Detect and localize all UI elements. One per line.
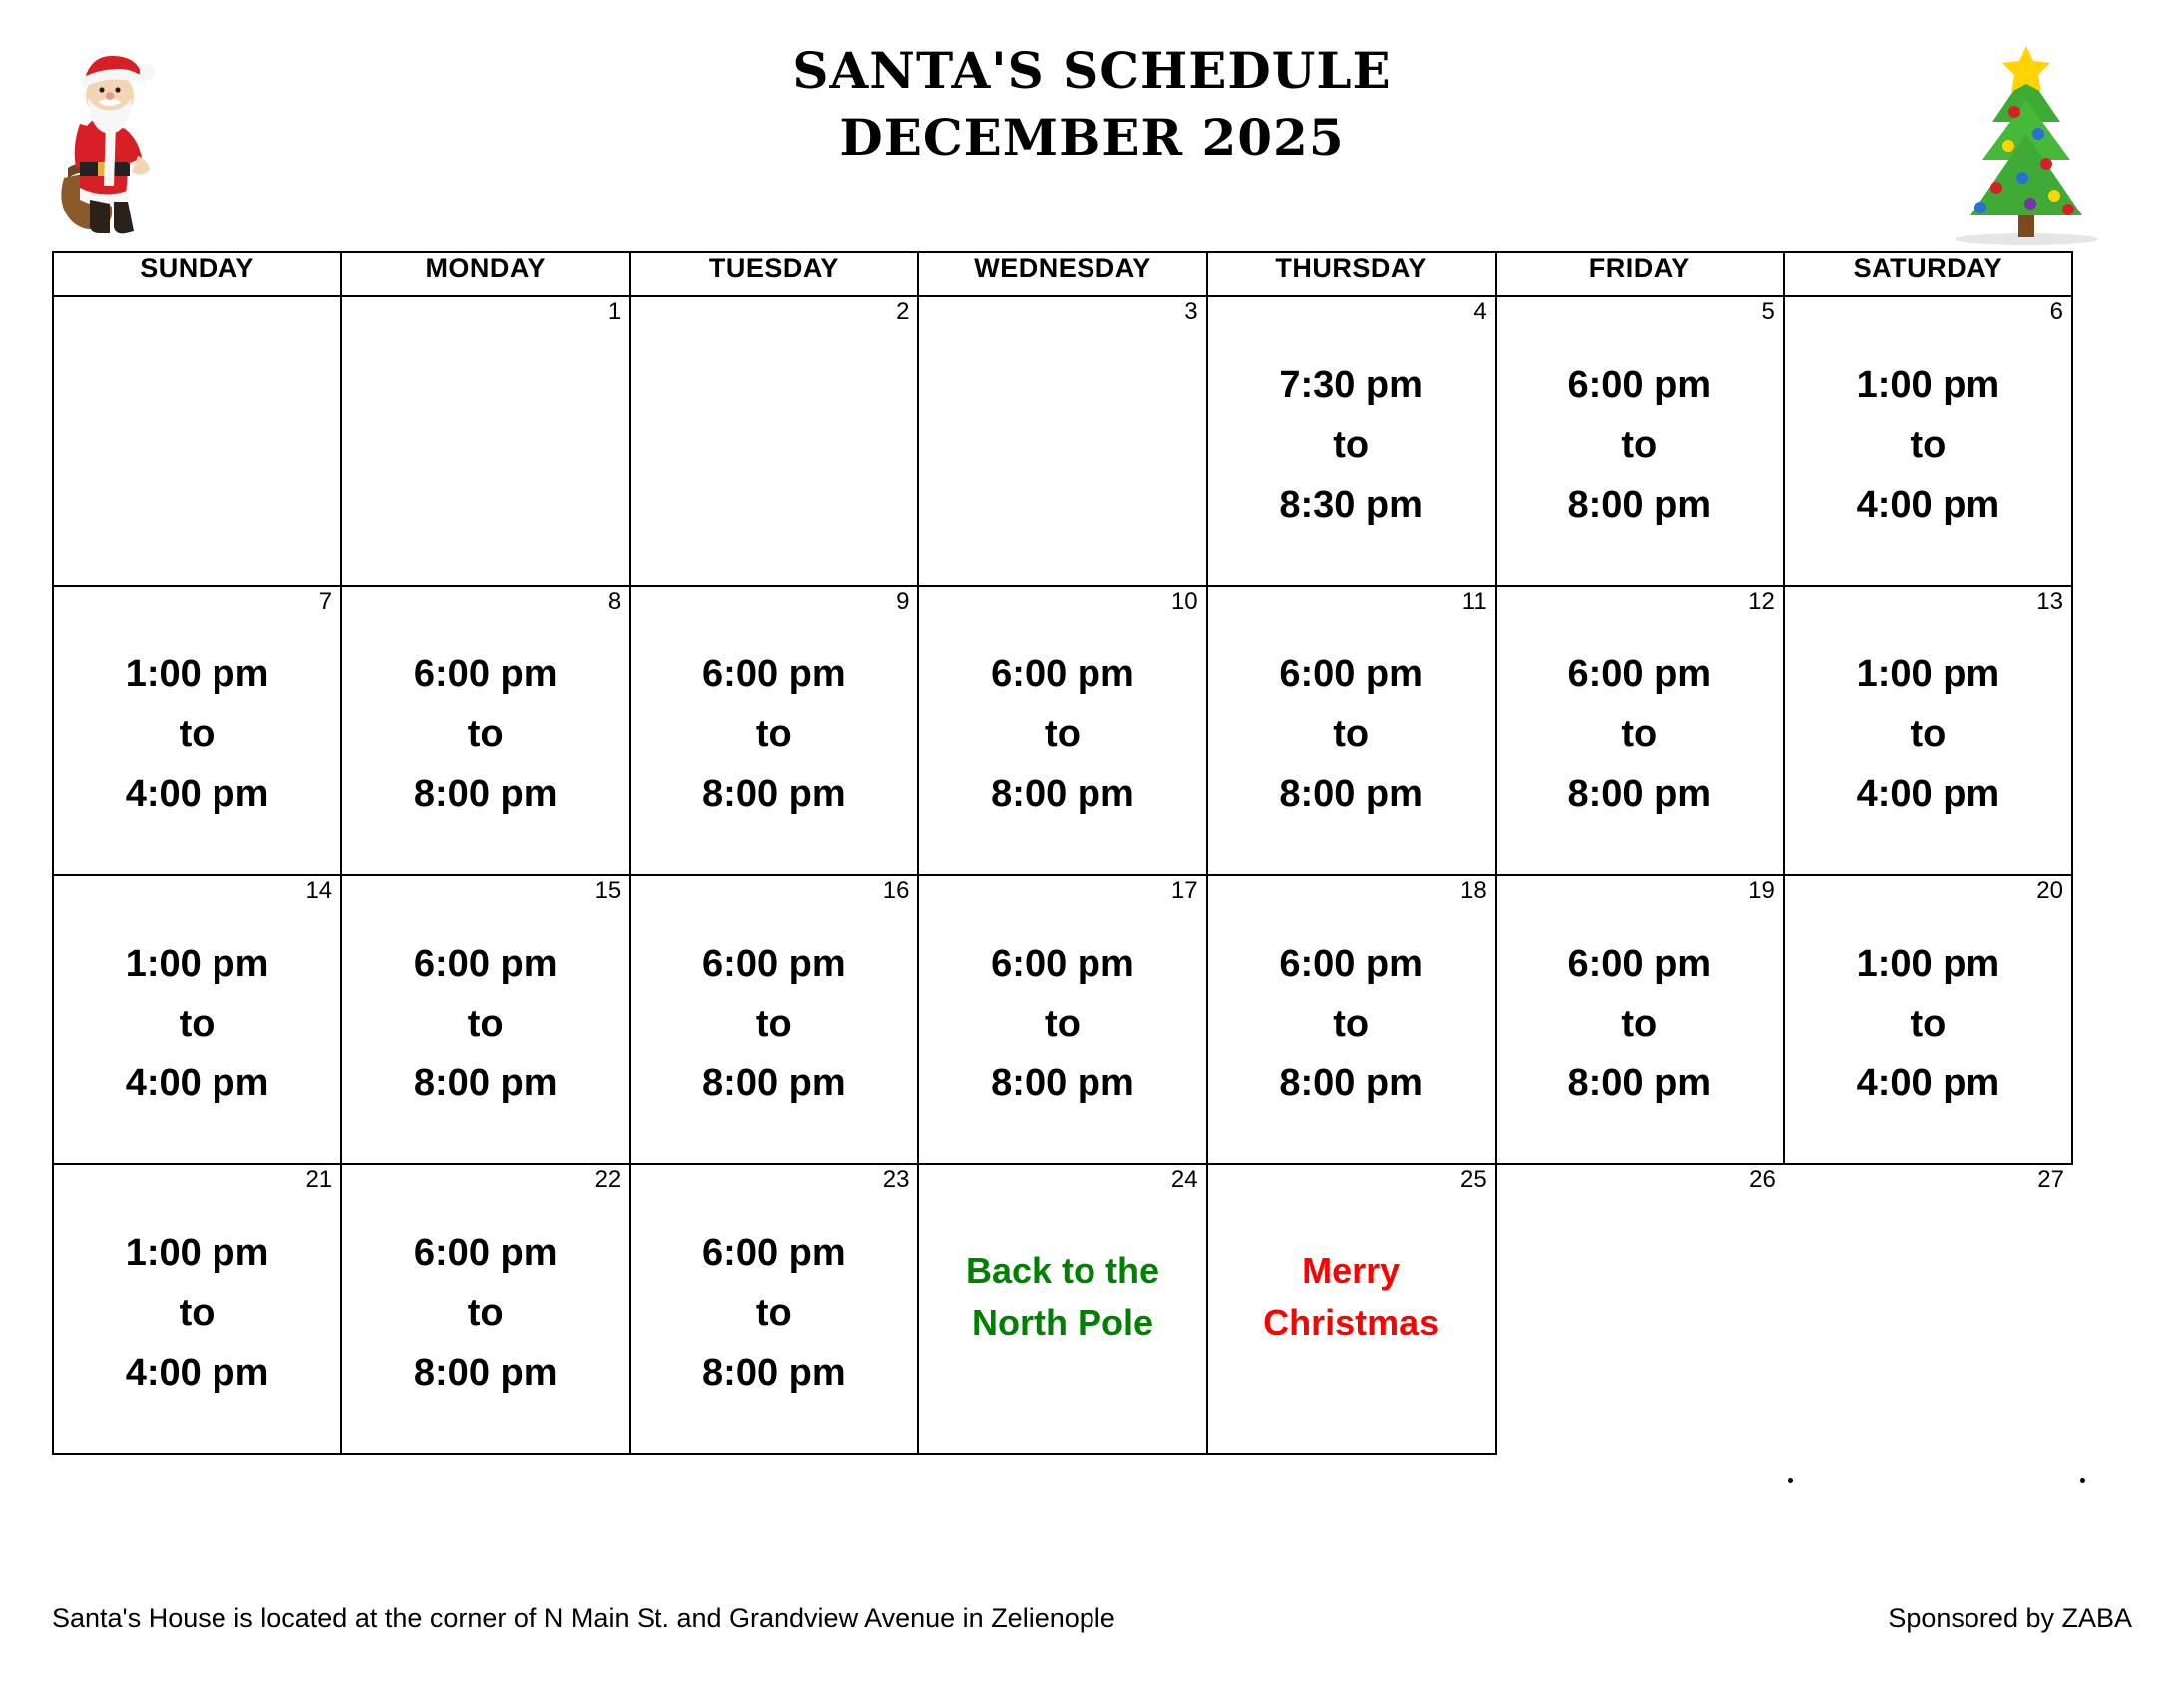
hours-line-3: 4:00 pm <box>1856 1062 2000 1104</box>
day-number: 23 <box>882 1166 910 1193</box>
hours-line-1: 6:00 pm <box>413 943 558 985</box>
hours-line-3: 8:00 pm <box>991 1062 1134 1104</box>
location-note: Santa's House is located at the corner of N Main St. and Grandview Avenue in Zelienople <box>52 1603 1115 1633</box>
day-cell[interactable] <box>1496 296 1784 586</box>
hours-line-2: to <box>1045 713 1081 755</box>
calendar-week-row <box>53 875 2072 1164</box>
hours-line-1: 7:30 pm <box>1279 364 1423 406</box>
hours-line-2: to <box>1910 713 1947 755</box>
stray-dot-mark <box>1788 1478 1793 1483</box>
hours-line-3: 4:00 pm <box>125 773 269 815</box>
hours-line-3: 8:00 pm <box>702 773 846 815</box>
hours-line-1: 6:00 pm <box>702 943 846 985</box>
day-number: 12 <box>1748 588 1775 615</box>
calendar-week-row <box>53 296 2072 586</box>
day-number: 3 <box>1184 298 1198 325</box>
day-number: 21 <box>305 1166 333 1193</box>
day-hours <box>1497 297 1783 535</box>
day-hours <box>1785 876 2071 1113</box>
day-number: 17 <box>1170 877 1198 904</box>
hours-line-3: 4:00 pm <box>125 1352 269 1394</box>
day-number: 10 <box>1170 588 1198 615</box>
message-line-2: Christmas <box>1263 1302 1440 1343</box>
day-number: 9 <box>896 588 910 615</box>
weekday-thursday: THURSDAY <box>1207 252 1496 296</box>
hours-line-2: to <box>467 1292 504 1334</box>
hours-line-3: 8:30 pm <box>1279 484 1423 526</box>
hours-line-3: 8:00 pm <box>1279 773 1423 815</box>
hours-line-2: to <box>179 1003 216 1045</box>
hours-line-1: 6:00 pm <box>702 1232 846 1274</box>
hours-line-3: 8:00 pm <box>702 1352 846 1394</box>
hours-line-2: to <box>1621 424 1658 466</box>
day-cell[interactable] <box>1207 875 1496 1164</box>
weekday-monday: MONDAY <box>341 252 630 296</box>
day-cell[interactable] <box>918 875 1206 1164</box>
hours-line-1: 6:00 pm <box>413 1232 558 1274</box>
hours-line-2: to <box>1045 1003 1081 1045</box>
day-number: 20 <box>2036 877 2063 904</box>
day-hours <box>54 297 340 355</box>
hours-line-1: 1:00 pm <box>1856 653 2000 695</box>
day-cell[interactable] <box>1207 586 1496 875</box>
calendar-week-row <box>53 586 2072 875</box>
day-number: 7 <box>318 588 333 615</box>
weekday-tuesday: TUESDAY <box>630 252 918 296</box>
day-hours <box>631 587 917 824</box>
hours-line-3: 8:00 pm <box>413 773 558 815</box>
day-message <box>919 1165 1205 1349</box>
day-hours <box>342 587 629 824</box>
day-number: 22 <box>594 1166 622 1193</box>
calendar-header-row <box>53 252 2072 296</box>
day-cell[interactable] <box>53 875 341 1164</box>
hours-line-1: 1:00 pm <box>125 943 269 985</box>
day-cell[interactable] <box>341 586 630 875</box>
hours-line-2: to <box>755 1292 792 1334</box>
title-line-1: SANTA'S SCHEDULE <box>792 41 1392 100</box>
stray-dot-mark <box>2080 1478 2085 1483</box>
day-cell[interactable] <box>341 1164 630 1454</box>
hours-line-3: 8:00 pm <box>991 773 1134 815</box>
hours-line-1: 6:00 pm <box>413 653 558 695</box>
hours-line-2: to <box>467 713 504 755</box>
hours-line-2: to <box>1333 424 1370 466</box>
day-cell[interactable] <box>1207 296 1496 586</box>
day-number: 25 <box>1460 1166 1487 1193</box>
day-hours <box>631 1165 917 1403</box>
title-line-2: DECEMBER 2025 <box>839 108 1345 167</box>
hours-line-2: to <box>755 713 792 755</box>
day-number: 18 <box>1460 877 1487 904</box>
day-hours <box>342 297 629 355</box>
day-cell[interactable] <box>918 296 1206 586</box>
hours-line-3: 8:00 pm <box>702 1062 846 1104</box>
day-hours <box>919 587 1205 824</box>
day-cell[interactable] <box>1496 875 1784 1164</box>
day-hours <box>1208 297 1495 535</box>
day-number: 19 <box>1748 877 1775 904</box>
day-number: 26 <box>1749 1166 1776 1193</box>
day-hours <box>342 876 629 1113</box>
day-hours <box>1208 587 1495 824</box>
calendar-week-row <box>53 1164 2072 1454</box>
hours-line-1: 6:00 pm <box>1279 653 1423 695</box>
hours-line-1: 6:00 pm <box>1567 364 1712 406</box>
day-hours <box>54 876 340 1113</box>
hours-line-2: to <box>1621 713 1658 755</box>
day-hours <box>54 1165 340 1403</box>
day-cell[interactable] <box>341 875 630 1164</box>
hours-line-2: to <box>179 713 216 755</box>
day-hours <box>1785 297 2071 535</box>
page-title <box>0 40 2184 174</box>
weekday-friday: FRIDAY <box>1496 252 1784 296</box>
day-number: 14 <box>305 877 333 904</box>
hours-line-3: 8:00 pm <box>1567 484 1712 526</box>
hours-line-1: 6:00 pm <box>1279 943 1423 985</box>
hours-line-3: 4:00 pm <box>125 1062 269 1104</box>
day-number: 5 <box>1761 298 1775 325</box>
hours-line-2: to <box>755 1003 792 1045</box>
hours-line-1: 6:00 pm <box>991 653 1134 695</box>
hours-line-1: 6:00 pm <box>1567 653 1712 695</box>
day-cell[interactable] <box>1207 1164 1496 1454</box>
day-cell[interactable] <box>1496 586 1784 875</box>
hours-line-1: 1:00 pm <box>1856 364 2000 406</box>
hours-line-1: 6:00 pm <box>1567 943 1712 985</box>
hours-line-3: 4:00 pm <box>1856 773 2000 815</box>
day-number: 1 <box>607 298 622 325</box>
day-cell[interactable] <box>341 296 630 586</box>
day-number: 11 <box>1461 588 1487 615</box>
hours-line-1: 1:00 pm <box>125 1232 269 1274</box>
hours-line-2: to <box>1910 1003 1947 1045</box>
hours-line-3: 4:00 pm <box>1856 484 2000 526</box>
hours-line-3: 8:00 pm <box>413 1352 558 1394</box>
sponsor-note: Sponsored by ZABA <box>1888 1603 2132 1633</box>
day-cell[interactable] <box>1784 1164 2072 1454</box>
day-number: 2 <box>896 298 910 325</box>
hours-line-2: to <box>179 1292 216 1334</box>
day-hours <box>1497 587 1783 824</box>
day-message <box>1208 1165 1495 1349</box>
hours-line-1: 6:00 pm <box>991 943 1134 985</box>
day-number: 24 <box>1170 1166 1198 1193</box>
day-cell[interactable] <box>630 296 918 586</box>
day-hours <box>342 1165 629 1403</box>
day-number: 8 <box>607 588 622 615</box>
day-hours <box>54 587 340 824</box>
day-cell[interactable] <box>630 586 918 875</box>
hours-line-3: 8:00 pm <box>413 1062 558 1104</box>
day-number: 6 <box>2049 298 2063 325</box>
day-cell[interactable] <box>630 1164 918 1454</box>
hours-line-1: 1:00 pm <box>125 653 269 695</box>
day-cell[interactable] <box>630 875 918 1164</box>
day-hours <box>1497 876 1783 1113</box>
hours-line-2: to <box>1910 424 1947 466</box>
day-cell[interactable] <box>53 296 341 586</box>
day-hours <box>631 876 917 1113</box>
day-hours <box>1785 587 2071 824</box>
weekday-wednesday: WEDNESDAY <box>918 252 1206 296</box>
hours-line-2: to <box>467 1003 504 1045</box>
day-cell[interactable] <box>1496 1164 1784 1454</box>
day-cell[interactable] <box>918 586 1206 875</box>
weekday-sunday: SUNDAY <box>53 252 341 296</box>
message-line-1: Back to the <box>965 1250 1160 1291</box>
day-hours <box>631 297 917 355</box>
hours-line-1: 6:00 pm <box>702 653 846 695</box>
day-number: 16 <box>882 877 910 904</box>
day-cell[interactable] <box>53 1164 341 1454</box>
day-cell[interactable] <box>1784 296 2072 586</box>
hours-line-2: to <box>1333 713 1370 755</box>
hours-line-2: to <box>1333 1003 1370 1045</box>
day-cell[interactable] <box>53 586 341 875</box>
day-number: 4 <box>1473 298 1487 325</box>
hours-line-2: to <box>1621 1003 1658 1045</box>
calendar-table <box>52 251 2073 1455</box>
hours-line-3: 8:00 pm <box>1567 1062 1712 1104</box>
day-hours <box>919 297 1205 355</box>
hours-line-3: 8:00 pm <box>1279 1062 1423 1104</box>
day-hours <box>919 876 1205 1113</box>
hours-line-3: 8:00 pm <box>1567 773 1712 815</box>
day-hours <box>1208 876 1495 1113</box>
day-number: 15 <box>594 877 622 904</box>
message-line-2: North Pole <box>971 1302 1153 1343</box>
day-cell[interactable] <box>1784 875 2072 1164</box>
day-cell[interactable] <box>1784 586 2072 875</box>
day-number: 13 <box>2036 588 2063 615</box>
day-number: 27 <box>2037 1166 2064 1193</box>
message-line-1: Merry <box>1302 1250 1401 1291</box>
day-cell[interactable] <box>918 1164 1206 1454</box>
hours-line-1: 1:00 pm <box>1856 943 2000 985</box>
weekday-saturday: SATURDAY <box>1784 252 2072 296</box>
